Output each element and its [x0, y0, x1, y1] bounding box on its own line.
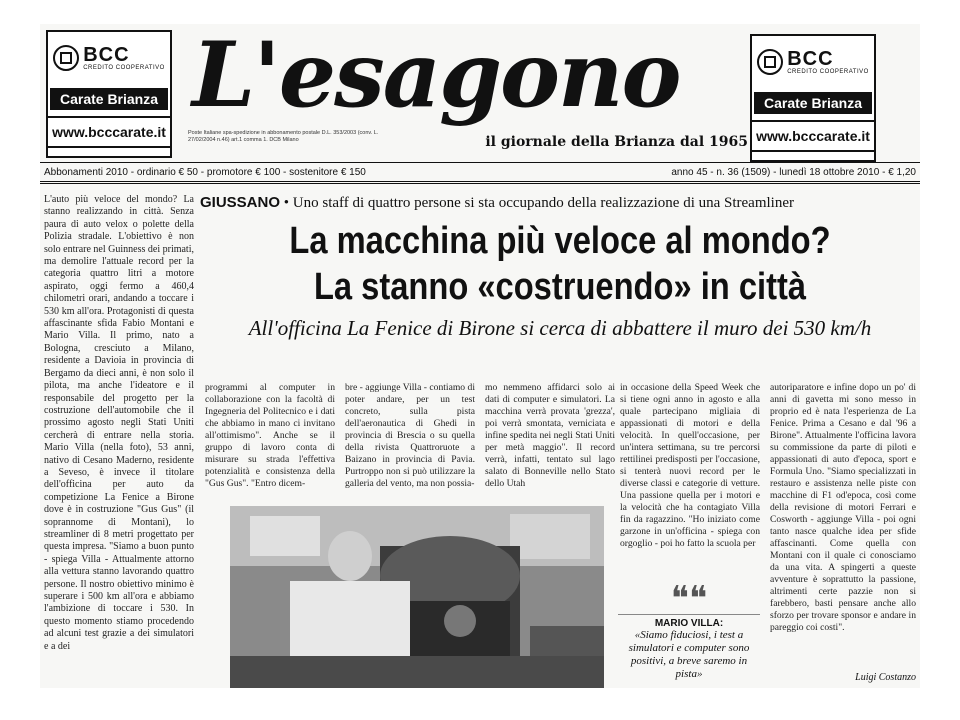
- ad-web-link[interactable]: www.bcccarate.it: [752, 120, 874, 152]
- article-column-5: in occasione della Speed Week che si tiene ogni anno in agosto e alla quale partecipano migliaia di appassionati di motori e della velocità. In quell'occasione, per un'intera settimana, su tre percorsi rettilinei predisposti per l'occasione, si tenterà nuovi record per le diverse classi e categorie di vetture. Una passione quella per i motori e la velocità che ha contagiato Villa fin da ragazzino. "Ho iniziato come garzone in un'officina - spiega con orgoglio - poi ho fatto la scuola per: [620, 382, 760, 549]
- bcc-logo-icon: [757, 49, 783, 75]
- bcc-logo-name: BCC: [787, 48, 834, 70]
- bcc-ad-left[interactable]: [46, 30, 172, 158]
- workshop-photo-illustration: [230, 506, 604, 688]
- issue-info: anno 45 - n. 36 (1509) - lunedì 18 ottobre 2010 - € 1,20: [671, 166, 916, 178]
- byline: Luigi Costanzo: [855, 672, 916, 683]
- article-column-2: programmi al computer in collaborazione con la facoltà di Ingegneria del Politecnico e i dati che abbiamo in mano ci invitano all'ottimismo". Anche se il gruppo di lavoro conta di misurare su strada l'effettiva potenzialità e consistenza della "Gus Gus". "Entro dicem-: [205, 382, 335, 489]
- quote-text: «Siamo fiduciosi, i test a simulatori e computer sono positivi, a breve saremo in pista»: [628, 629, 750, 680]
- bcc-logo: [752, 36, 874, 88]
- kicker-place: GIUSSANO: [200, 194, 281, 211]
- kicker-text: Uno staff di quattro persone si sta occupando della realizzazione di una Streamliner: [292, 195, 794, 211]
- ad-city: Carate Brianza: [50, 88, 168, 110]
- bcc-logo-icon: [53, 45, 79, 71]
- headline-line-2: La stanno «costruendo» in città: [313, 266, 807, 308]
- bcc-logo-name: BCC: [83, 44, 130, 66]
- article-photo: [230, 506, 604, 688]
- newspaper-page: [40, 24, 920, 688]
- issue-bar: [40, 162, 920, 184]
- subheadline: All'officina La Fenice di Birone si cerca di abbattere il muro dei 530 km/h: [248, 316, 872, 340]
- bcc-logo-sub: CREDITO COOPERATIVO: [787, 69, 869, 75]
- article-column-6: [770, 382, 916, 682]
- headline-block: [200, 194, 920, 341]
- newspaper-motto: il giornale della Brianza dal 1965: [485, 134, 748, 150]
- masthead: [188, 24, 748, 154]
- bcc-logo-sub: CREDITO COOPERATIVO: [83, 65, 165, 71]
- article-column-3: bre - aggiunge Villa - contiamo di poter andare, per un test concreto, sulla pista dell'aeronautica di Ghedi in provincia di Brescia o su quella della rivista Quattroruote a Baizano in provincia di Pavia. Purtroppo non si può utilizzare la galleria del vento, ma non possia-: [345, 382, 475, 489]
- article-column-4: mo nemmeno affidarci solo ai dati di computer e simulatori. La macchina verrà provata 'grezza', poi verrà smontata, verniciata e infine spedita nei negli Stati Uniti per metà maggio". Il record verrà, infatti, tentato sul lago salato di Bonneville nello Stato dello Utah: [485, 382, 615, 489]
- pull-quote: [618, 579, 760, 684]
- ad-web-link[interactable]: www.bcccarate.it: [48, 116, 170, 148]
- quote-marks-icon: ❝❝: [670, 579, 708, 619]
- headline: [250, 218, 869, 310]
- headline-line-1: La macchina più veloce al mondo?: [289, 220, 831, 262]
- bcc-ad-right[interactable]: [750, 34, 876, 162]
- quote-author: MARIO VILLA:: [618, 614, 760, 629]
- newspaper-title: L'esagono: [192, 22, 680, 128]
- article-column-6-text: autoriparatore e infine dopo un po' di anni di gavetta mi sono messo in proprio ed è nata l'esperienza de La Fenice. Prima a Cesano e dal '96 a Birone". Attualmente l'officina lavora su commissione da parte di piloti e appassionati di auto d'epoca, sport e Formula Uno. "Siamo specializzati in restauro e assistenza nelle piste con macchine di F1 od'epoca, così come della revisione di motori Ferrari e Cosworth - aggiunge Villa - poi ogni tanto nasce qualche idea per sfide affascinanti. Come quella con Montani con il quale ci conosciamo da una vita. A spingerti a queste avventure è soprattutto la passione, altrimenti certe pazzie non si farebbero, basti pensare anche allo sforzo per trovare sponsor e andare in pareggio coi costi".: [770, 382, 916, 633]
- postal-notice: Poste Italiane spa-spedizione in abbonamento postale D.L. 353/2003 (conv. L. 27/02/2004 n.46) art.1 comma 1. DCB Milano: [188, 130, 379, 143]
- ad-city: Carate Brianza: [754, 92, 872, 114]
- article-column-left: L'auto più veloce del mondo? La stanno realizzando in città. Senza paura di auto velox o polette della Polizia stradale. L'obiettivo è non solo entrare nel Guinness dei primati, ma demolire l'attuale record per la categoria quattro litri a motore aspirato, oggi fermo a 460,4 chilometri orari, andando a toccare i 530 km all'ora. Protagonisti di questa affascinante sfida Fabio Montani e Mario Villa. Il primo, nato a Bologna, cresciuto a Milano, residente a Davioia in provincia di Bergamo da dieci anni, è non solo il pilota, ma anche l'ideatore e il responsabile del progetto per la costruzione dell'automobile che il prossimo agosto negli Stati Uniti cercherà di entrare nella storia. Mario Villa (nella foto), 53 anni, nativo di Cesano Maderno, residente a Seveso, è invece il titolare dell'officina per auto da competizione La Fenice a Birone dove è in costruzione "Gus Gus" (il soprannome di Montani), lo streamliner di 8 metri progettato per questa impresa. "Siamo a buon punto - spiega Villa - Attualmente attorno alla vettura stanno lavorando quattro persone. Il nostro obiettivo minimo è superare i 500 km all'ora e abbiamo l'ambizione di toccare i 530. In questo momento stiamo procedendo ad alcuni test grazie a dei simulatori e a dei: [44, 194, 194, 652]
- kicker: GIUSSANO • Uno staff di quattro persone si sta occupando della realizzazione di una Streamliner: [200, 194, 794, 211]
- bcc-logo: [48, 32, 170, 84]
- subscriptions-info: Abbonamenti 2010 - ordinario € 50 - promotore € 100 - sostenitore € 150: [44, 166, 366, 178]
